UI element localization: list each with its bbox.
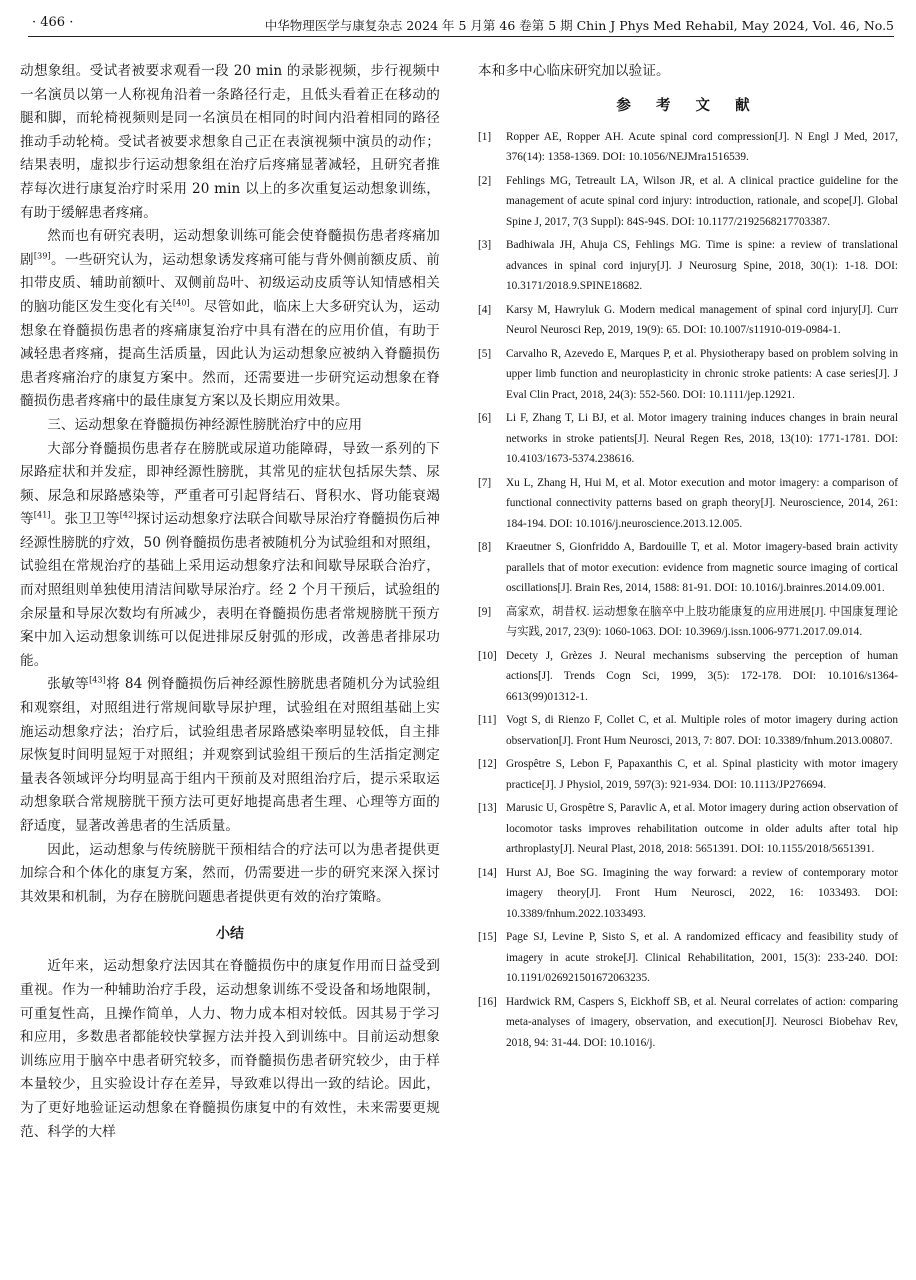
reference-text: Badhiwala JH, Ahuja CS, Fehlings MG. Time is spine: a review of translational advances in spinal cord injury[J]. J Neurosurg Spine, 2018, 30(1): 1-18. DOI: 10.3171/2018.9.SPINE18682. xyxy=(506,239,898,293)
reference-text: Xu L, Zhang H, Hui M, et al. Motor execution and motor imagery: a comparison of functional connectivity patterns based on graph theory[J]. Neuroscience, 2014, 261: 184-194. DOI: 10.1016/j.neuroscience.2013.12.005. xyxy=(506,476,898,530)
journal-citation-line: 中华物理医学与康复杂志 2024 年 5 月第 46 卷第 5 期 Chin J Phys Med Rehabil, May 2024, Vol. 46, No.5 xyxy=(264,18,894,33)
body-paragraph: 动想象组。受试者被要求观看一段 20 min 的录影视频，步行视频中一名演员以第一人称视角沿着一条路径行走，且低头看着正在移动的腿和脚，而轮椅视频则是同一名演员在相同的时间内沿着相同的路径推动手动轮椅。受试者被要求想象自己正在表演视频中演员的动作；结果表明，虚拟步行运动想象组在治疗后疼痛显著减轻，且研究者推荐每次进行康复治疗时采用 20 min 以上的多次重复运动想象训练，有助于缓解患者疼痛。 xyxy=(20,63,440,221)
reference-text: Ropper AE, Ropper AH. Acute spinal cord compression[J]. N Engl J Med, 2017, 376(14): 1358-1369. DOI: 10.1056/NEJMra1516539. xyxy=(506,130,898,164)
body-paragraph: 张敏等[43]将 84 例脊髓损伤后神经源性膀胱患者随机分为试验组和观察组，对照组进行常规间歇导尿护理，试验组在对照组基础上实施运动想象疗法；治疗后，试验组患者尿路感染率明显较低，自主排尿恢复时间明显短于对照组；并观察到试验组干预后的生活指定测定量表各领域评分均明显高于组内干预前及对照组治疗后，提示采取运动想象联合常规膀胱干预方法可更好地提高患者生理、心理等方面的舒适度，显著改善患者的生活质量。 xyxy=(20,675,440,834)
reference-number: [7] xyxy=(478,476,492,489)
reference-item xyxy=(478,992,898,1054)
citation-ref: [39] xyxy=(33,251,51,261)
reference-number: [11] xyxy=(478,714,497,727)
reference-item xyxy=(478,602,898,643)
reference-number: [9] xyxy=(478,605,492,618)
citation-ref: [43] xyxy=(89,675,106,685)
reference-text: Fehlings MG, Tetreault LA, Wilson JR, et al. A clinical practice guideline for the management of acute spinal cord injury: introduction, rationale, and scope[J]. Global Spine J, 2017, 7(3 Suppl): 84S-94S. DOI: 10.1177/2192568217703387. xyxy=(506,174,898,228)
reference-item xyxy=(478,235,898,297)
reference-text: 高家欢，胡昔权. 运动想象在脑卒中上肢功能康复的应用进展[J]. 中国康复理论与实践, 2017, 23(9): 1060-1063. DOI: 10.3969/j.issn.1006-9771.2017.09.014. xyxy=(506,605,898,639)
reference-number: [13] xyxy=(478,802,497,815)
reference-item xyxy=(478,127,898,168)
reference-text: Kraeutner S, Gionfriddo A, Bardouille T, et al. Motor imagery-based brain activity parallels that of motor execution: evidence from magnetic source imaging of cortical oscillations[J]. Brain Res, 2014, 1588: 81-91. DOI: 10.1016/j.brainres.2014.09.001. xyxy=(506,541,898,595)
reference-item xyxy=(478,798,898,860)
reference-number: [2] xyxy=(478,174,492,187)
reference-text: Hardwick RM, Caspers S, Eickhoff SB, et al. Neural correlates of action: comparing meta-analyses of imagery, observation, and execution[J]. Neurosci Biobehav Rev, 2018, 94: 31-44. DOI: 10.1016/j. xyxy=(506,995,898,1049)
reference-number: [16] xyxy=(478,995,497,1008)
reference-number: [6] xyxy=(478,412,492,425)
citation-ref: [41] xyxy=(33,510,51,520)
reference-item xyxy=(478,710,898,751)
reference-number: [5] xyxy=(478,347,492,360)
citation-ref: [42] xyxy=(119,510,137,520)
reference-text: Marusic U, Grospêtre S, Paravlic A, et al. Motor imagery during action observation of locomotor tasks improves rehabilitation outcome in older adults after total hip arthroplasty[J]. Neural Plast, 2018, 2018: 5651391. DOI: 10.1155/2018/5651391. xyxy=(506,802,898,856)
reference-item xyxy=(478,171,898,233)
reference-text: Carvalho R, Azevedo E, Marques P, et al. Physiotherapy based on problem solving in upper limb function and neuroplasticity in chronic stroke patients: A case series[J]. J Eval Clin Pract, 2018, 24(3): 552-560. DOI: 10.1111/jep.12921. xyxy=(506,347,898,401)
reference-text: Hurst AJ, Boe SG. Imagining the way forward: a review of contemporary motor imagery theory[J]. Front Hum Neurosci, 2022, 16: 1033493. DOI: 10.3389/fnhum.2022.1033493. xyxy=(506,866,898,920)
reference-item xyxy=(478,408,898,470)
reference-number: [14] xyxy=(478,866,497,879)
body-paragraph: 大部分脊髓损伤患者存在膀胱或尿道功能障碍，导致一系列的下尿路症状和并发症，即神经源性膀胱，其常见的症状包括尿失禁、尿频、尿急和尿路感染等，严重者可引起肾结石、肾积水、肾功能衰竭等[41]。张卫卫等[42]探讨运动想象疗法联合间歇导尿治疗脊髓损伤后神经源性膀胱的疗效，50 例脊髓损伤患者被随机分为试验组和对照组，试验组在常规治疗的基础上采用运动想象疗法和间歇导尿联合治疗，而对照组则单独使用清洁间歇导尿治疗。经 2 个月干预后，试验组的余尿量和导尿次数均有所减少，表明在脊髓损伤患者常规膀胱干预方案中加入运动想象训练可以促进排尿反射弧的形成，改善患者排尿功能。 xyxy=(20,440,440,669)
reference-text: Grospêtre S, Lebon F, Papaxanthis C, et al. Spinal plasticity with motor imagery practice[J]. J Physiol, 2019, 597(3): 921-934. DOI: 10.1113/JP276694. xyxy=(506,758,898,791)
reference-item xyxy=(478,473,898,535)
reference-text: Vogt S, di Rienzo F, Collet C, et al. Multiple roles of motor imagery during action observation[J]. Front Hum Neurosci, 2013, 7: 807. DOI: 10.3389/fnhum.2013.00807. xyxy=(506,714,898,747)
reference-text: Page SJ, Levine P, Sisto S, et al. A randomized efficacy and feasibility study of imagery in acute stroke[J]. Clinical Rehabilitation, 2001, 15(3): 233-240. DOI: 10.1191/026921501672063235. xyxy=(506,931,898,985)
reference-number: [12] xyxy=(478,758,497,771)
left-column xyxy=(20,60,440,1144)
reference-number: [8] xyxy=(478,541,492,554)
reference-text: Decety J, Grèzes J. Neural mechanisms subserving the perception of human actions[J]. Trends Cogn Sci, 1999, 3(5): 172-178. DOI: 10.1016/s1364-6613(99)01312-1. xyxy=(506,649,898,703)
running-header xyxy=(28,12,894,37)
references-heading: 参 考 文 献 xyxy=(616,97,760,114)
reference-item xyxy=(478,537,898,599)
body-paragraph: 然而也有研究表明，运动想象训练可能会使脊髓损伤患者疼痛加剧[39]。一些研究认为，运动想象诱发疼痛可能与背外侧前额皮质、前扣带皮质、辅助前额叶、双侧前岛叶、初级运动皮质等认知情感相关的脑功能区发生变化有关[40]。尽管如此，临床上大多研究认为，运动想象在脊髓损伤患者的疼痛康复治疗中具有潜在的应用价值，有助于减轻患者疼痛，提高生活质量，因此认为运动想象应被纳入脊髓损伤患者疼痛治疗的康复方案中。然而，还需要进一步研究运动想象在脊髓损伤患者疼痛中的最佳康复方案以及长期应用效果。 xyxy=(20,228,440,410)
reference-number: [3] xyxy=(478,239,492,252)
page-number: · 466 · xyxy=(32,15,74,30)
reference-item xyxy=(478,927,898,989)
section-heading: 三、运动想象在脊髓损伤神经源性膀胱治疗中的应用 xyxy=(47,416,363,433)
body-paragraph-continuation: 本和多中心临床研究加以验证。 xyxy=(478,63,670,79)
reference-text: Li F, Zhang T, Li BJ, et al. Motor imagery training induces changes in brain neural networks in stroke patients[J]. Neural Regen Res, 2018, 13(10): 1771-1781. DOI: 10.4103/1673-5374.238616. xyxy=(506,412,898,466)
reference-item xyxy=(478,300,898,341)
reference-number: [1] xyxy=(478,130,492,143)
body-paragraph: 因此，运动想象与传统膀胱干预相结合的疗法可以为患者提供更加综合和个体化的康复方案，然而，仍需要进一步的研究来深入探讨其效果和机制，为存在膀胱问题患者提供更有效的治疗策略。 xyxy=(20,841,440,905)
reference-text: Karsy M, Hawryluk G. Modern medical management of spinal cord injury[J]. Curr Neurol Neurosci Rep, 2019, 19(9): 65. DOI: 10.1007/s11910-019-0984-1. xyxy=(506,303,898,337)
reference-number: [10] xyxy=(478,649,497,662)
reference-list xyxy=(478,127,898,1054)
right-column xyxy=(478,60,898,1056)
reference-item xyxy=(478,754,898,795)
reference-item xyxy=(478,646,898,708)
reference-number: [4] xyxy=(478,303,492,316)
citation-ref: [40] xyxy=(172,298,190,308)
summary-heading: 小结 xyxy=(216,926,244,943)
reference-item xyxy=(478,863,898,925)
reference-item xyxy=(478,344,898,406)
reference-number: [15] xyxy=(478,931,497,944)
body-paragraph: 近年来，运动想象疗法因其在脊髓损伤中的康复作用而日益受到重视。作为一种辅助治疗手段，运动想象训练不受设备和场地限制，可重复性高，且操作简单，人力、物力成本相对较低。因其易于学习和应用，多数患者都能较快掌握方法并投入到训练中。目前运动想象训练应用于脑卒中患者研究较多，而脊髓损伤患者研究较少，由于样本量较少，且实验设计存在差异，导致难以得出一致的结论。因此，为了更好地验证运动想象在脊髓损伤康复中的有效性，未来需要更规范、科学的大样 xyxy=(20,958,440,1140)
